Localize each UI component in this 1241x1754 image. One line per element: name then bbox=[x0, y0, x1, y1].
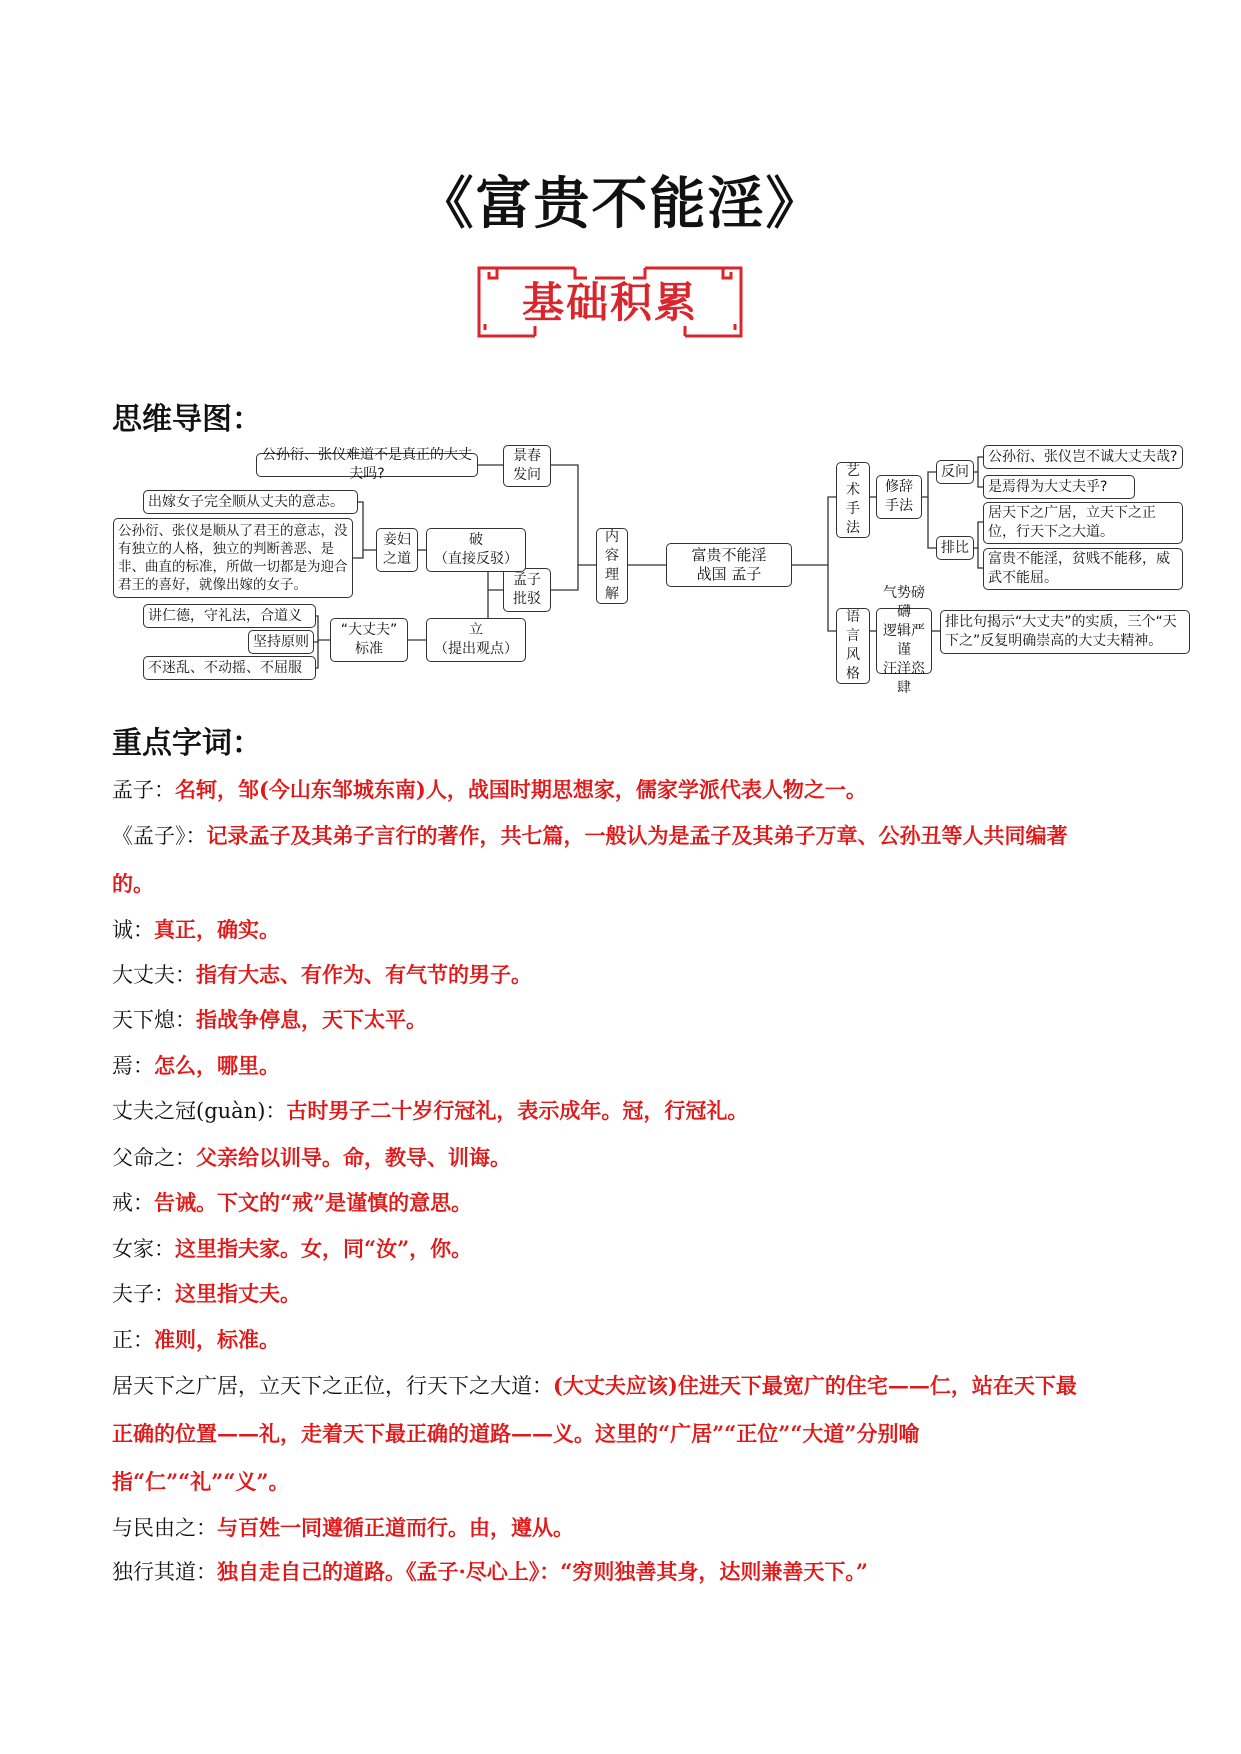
mindmap-mengzi: 孟子 批驳 bbox=[503, 568, 551, 612]
term-row: 的。 bbox=[112, 871, 154, 896]
mindmap-lang: 语 言 风 格 bbox=[836, 608, 870, 684]
page-title: 《富贵不能淫》 bbox=[417, 172, 824, 237]
term-row: 丈夫之冠(guàn)：古时男子二十岁行冠礼，表示成年。冠，行冠礼。 bbox=[112, 1098, 749, 1123]
term-row: 大丈夫：指有大志、有作为、有气节的男子。 bbox=[112, 962, 532, 987]
term-row: 父命之：父亲给以训导。命，教导、训诲。 bbox=[112, 1145, 511, 1170]
mindmap-heading: 思维导图： bbox=[112, 402, 262, 437]
term-row: 孟子：名轲，邹(今山东邹城东南)人，战国时期思想家，儒家学派代表人物之一。 bbox=[112, 777, 867, 802]
mindmap-standard-3: 不迷乱、不动摇、不屈服 bbox=[143, 656, 316, 680]
mindmap-fanwen: 反问 bbox=[936, 460, 974, 484]
mindmap-paibi-1: 居天下之广居，立天下之正位，行天下之大道。 bbox=[983, 502, 1183, 544]
mindmap-jingchun: 景春 发问 bbox=[503, 445, 551, 487]
mindmap-paibi: 排比 bbox=[936, 536, 974, 560]
terms-heading: 重点字词： bbox=[112, 726, 262, 761]
term-row: 指“仁”“礼”“义”。 bbox=[112, 1469, 290, 1494]
mindmap-style-desc: 排比句揭示“大丈夫”的实质，三个“天下之”反复明确崇高的大丈夫精神。 bbox=[940, 610, 1190, 654]
mindmap-standard-2: 坚持原则 bbox=[248, 630, 314, 654]
mindmap-style: 气势磅礴 逻辑严谨 汪洋恣肆 bbox=[876, 608, 932, 674]
banner-label: 基础积累 bbox=[521, 278, 698, 327]
mindmap-paibi-2: 富贵不能淫，贫贱不能移，威武不能屈。 bbox=[983, 548, 1183, 590]
term-row: 天下熄：指战争停息，天下太平。 bbox=[112, 1007, 427, 1032]
term-row: 居天下之广居，立天下之正位，行天下之大道：(大丈夫应该)住进天下最宽广的住宅——仁，站在天下最 bbox=[112, 1373, 1077, 1398]
term-row: 与民由之：与百姓一同遵循正道而行。由，遵从。 bbox=[112, 1515, 574, 1540]
mindmap-standard-1: 讲仁德，守礼法，合道义 bbox=[143, 604, 316, 628]
mindmap-art: 艺 术 手 法 bbox=[836, 462, 870, 538]
mindmap-gongsun: 公孙衍、张仪是顺从了君王的意志，没有独立的人格，独立的判断善恶、是非、曲直的标准，所做一切都是为迎合君王的喜好，就像出嫁的女子。 bbox=[113, 518, 353, 598]
mindmap-po: 破 （直接反驳） bbox=[426, 528, 526, 572]
section-banner bbox=[475, 264, 745, 340]
term-row: 独行其道：独自走自己的道路。《孟子·尽心上》：“穷则独善其身，达则兼善天下。” bbox=[112, 1559, 868, 1584]
mind-map bbox=[108, 440, 1193, 696]
term-row: 戒：告诫。下文的“戒”是谨慎的意思。 bbox=[112, 1190, 473, 1215]
mindmap-xiuci: 修辞 手法 bbox=[876, 475, 922, 519]
term-row: 夫子：这里指丈夫。 bbox=[112, 1281, 301, 1306]
term-row: 焉：怎么，哪里。 bbox=[112, 1053, 280, 1078]
mindmap-jingchun-question: 公孙衍、张仪难道不是真正的大丈夫吗? bbox=[256, 453, 478, 477]
mindmap-content: 内 容 理 解 bbox=[596, 528, 628, 604]
mindmap-dazhangfu-standard: “大丈夫” 标准 bbox=[330, 618, 408, 662]
term-row: 《孟子》：记录孟子及其弟子言行的著作，共七篇，一般认为是孟子及其弟子万章、公孙丑等人共同编著 bbox=[112, 823, 1068, 848]
mindmap-qiefu: 妾妇 之道 bbox=[376, 528, 418, 572]
mindmap-fanwen-2: 是焉得为大丈夫乎? bbox=[983, 475, 1135, 499]
term-row: 正：准则，标准。 bbox=[112, 1327, 280, 1352]
mindmap-fanwen-1: 公孙衍、张仪岂不诚大丈夫哉? bbox=[983, 445, 1183, 469]
term-row: 诚：真正，确实。 bbox=[112, 917, 280, 942]
term-row: 正确的位置——礼，走着天下最正确的道路——义。这里的“广居”“正位”“大道”分别喻 bbox=[112, 1421, 920, 1446]
term-row: 女家：这里指夫家。女，同“汝”，你。 bbox=[112, 1236, 473, 1261]
mindmap-marry: 出嫁女子完全顺从丈夫的意志。 bbox=[143, 490, 358, 514]
mindmap-center: 富贵不能淫 战国 孟子 bbox=[666, 543, 792, 587]
mindmap-li: 立 （提出观点） bbox=[426, 618, 526, 662]
